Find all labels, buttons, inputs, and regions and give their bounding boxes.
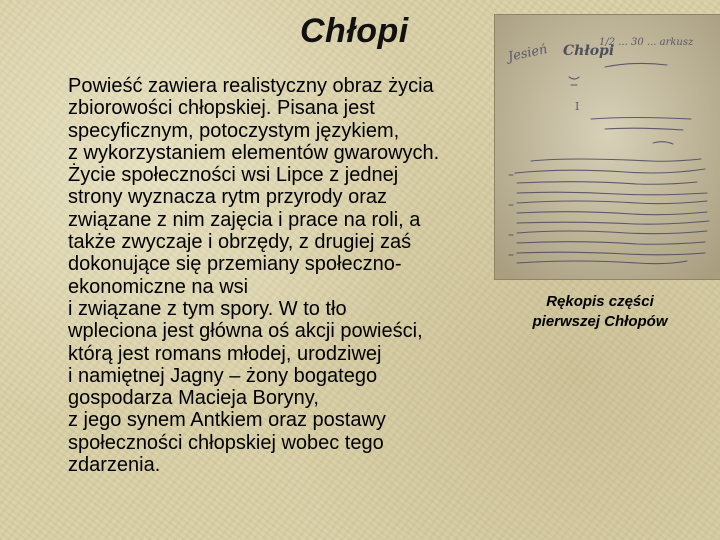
text-line: zbiorowości chłopskiej. Pisana jest — [68, 97, 375, 120]
text-line: z wykorzystaniem elementów gwarowych. — [68, 141, 440, 164]
text-line: ekonomiczne na wsi — [68, 275, 249, 298]
text-line: dokonujące się przemiany społeczno- — [68, 253, 402, 276]
description-text — [68, 75, 508, 476]
text-line: także zwyczaje i obrzędy, z drugiej zaś — [68, 231, 412, 254]
manuscript-heading: Chłopi — [563, 43, 615, 59]
text-line: wpleciona jest główna oś akcji powieści, — [68, 320, 423, 343]
text-line: którą jest romans młodej, urodziwej — [68, 342, 382, 365]
caption-line: Rękopis części — [546, 293, 654, 310]
text-line: z jego synem Antkiem oraz postawy — [68, 409, 386, 432]
image-caption — [510, 292, 690, 332]
text-line: strony wyznacza rytm przyrody oraz — [68, 186, 387, 209]
caption-line: pierwszej Chłopów — [532, 313, 668, 330]
manuscript-drawing — [495, 15, 720, 279]
page-title: Chłopi — [300, 12, 409, 50]
manuscript-image — [494, 14, 720, 280]
text-line: i namiętnej Jagny – żony bogatego — [68, 364, 378, 387]
manuscript-corner-note: Jesień — [506, 41, 549, 65]
text-line: Życie społeczności wsi Lipce z jednej — [68, 164, 399, 187]
text-line: Powieść zawiera realistyczny obraz życia — [68, 75, 434, 97]
text-line: zdarzenia. — [68, 454, 161, 477]
text-line: i związane z tym spory. W to tło — [68, 297, 347, 320]
text-line: specyficznym, potoczystym językiem, — [68, 119, 400, 142]
text-line: związane z nim zajęcia i prace na roli, a — [68, 208, 421, 231]
manuscript-part-number: I — [575, 100, 580, 113]
text-line: gospodarza Macieja Boryny, — [68, 387, 319, 410]
manuscript-top-note: 1/2 ... 30 ... arkusz — [599, 37, 694, 48]
text-line: społeczności chłopskiej wobec tego — [68, 431, 384, 454]
